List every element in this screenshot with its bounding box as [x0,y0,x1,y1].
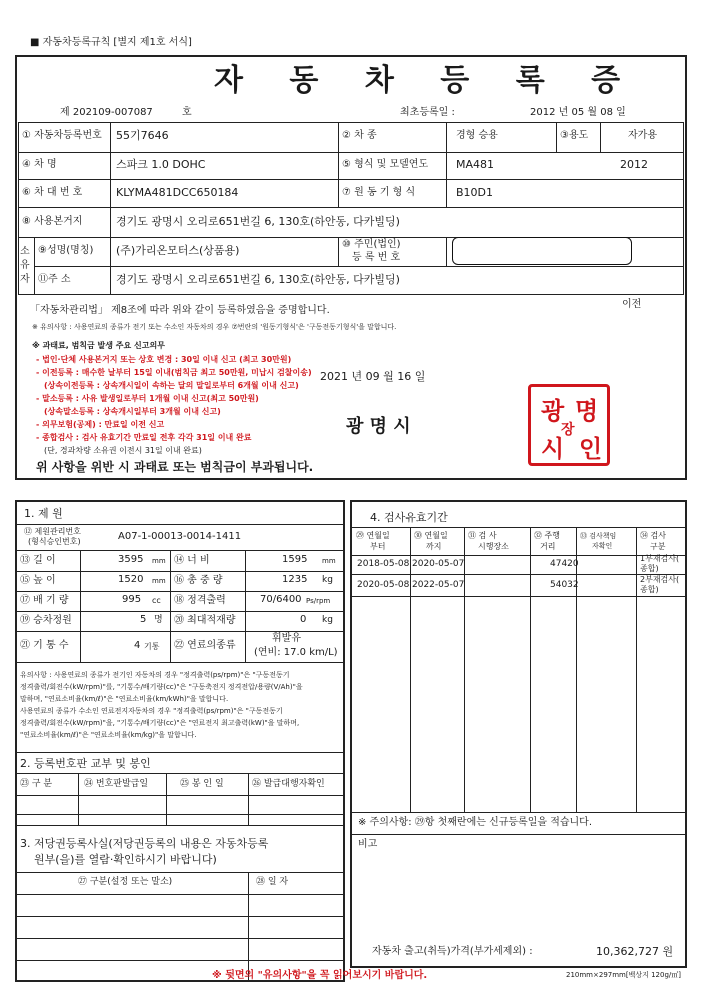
label-resident-no: ⑩ 주민(법인) [342,239,401,250]
vehicle-usage: 자가용 [628,130,657,141]
label-spec-no: ⑫ 제원관리번호 [24,527,81,536]
seating-unit: 명 [154,615,163,625]
seal-char-3: 시 [541,435,565,463]
inspection-col-to: ㉚ 연월일 [414,531,448,540]
seating-value: 5 [140,614,147,625]
spec-section-box [15,500,345,982]
label-max-load: ⑳ 최대적재량 [174,615,236,626]
spec-caution-4: 사용연료의 종류가 수소인 연료전지자동차의 경우 "정격출력(ps/rpm)"은 "구동전동기 [20,707,283,715]
mortgage-section-title-2: 원부(을)를 열람·확인하시기 바랍니다) [34,853,217,866]
issue-date: 2021 년 09 월 16 일 [320,370,426,383]
length-unit: mm [152,557,166,565]
label-displacement: ⑰ 배 기 량 [20,595,69,606]
inspection-row-2-mileage: 54032 [550,580,579,590]
owner-address: 경기도 광명시 오리로651번길 6, 130호(하안동, 다카빌딩) [116,273,400,286]
fine-item-2: - 이전등록 : 매수한 날부터 15일 이내(범칙금 최고 50만원, 미납시 검찰이송) [36,368,312,377]
label-owner: 소유자 [20,246,30,285]
displacement-value: 995 [122,594,142,605]
inspection-row-1-to: 2020-05-07 [412,559,465,569]
label-rated-power: ⑱ 정격출력 [174,595,226,606]
mortgage-section-title-1: 3. 저당권등록사실(저당권등록의 내용은 자동차등록 [20,837,269,850]
fuel-efficiency: (연비: 17.0 km/L) [254,647,338,658]
fine-warning: 위 사항을 위반 시 과태료 또는 범칙금이 부과됩니다. [36,460,314,474]
issuing-authority: 광 명 시 [346,416,411,437]
gross-weight-unit: kg [322,575,333,585]
plate-col-agent-confirm: ㉖ 발급대행자확인 [252,779,325,789]
fine-item-5: (상속말소등록 : 상속개시일부터 3개월 이내 신고) [44,407,221,416]
inspection-col-place: ㉛ 검 사 [468,531,497,540]
inspection-col-from-sub: 부터 [370,542,386,551]
label-engine-type: ⑦ 원 동 기 형 식 [342,187,416,198]
spec-caution-1: 유의사항 : 사용연료의 종류가 전기인 자동차의 경우 "정격출력(ps/rpm)"은 "구동전동기 [20,671,290,679]
seal-char-2: 명 [575,397,599,425]
inspection-row-2-type: 2부재검사( [640,575,680,584]
width-unit: mm [322,557,336,565]
remarks-label: 비고 [358,839,378,850]
inspection-section-title: 4. 검사유효기간 [370,511,448,524]
vehicle-info-table [18,122,684,295]
spec-section-title: 1. 제 원 [24,507,63,520]
rated-power-unit: Ps/rpm [306,597,331,605]
spec-caution-2: 정격출력/회전수(kW/rpm)"를, "기통수/배기량(cc)"은 "구동축전지 정격전압/용량(V/Ah)"을 [20,683,303,691]
acquisition-price-value: 10,362,727 원 [596,945,674,958]
inspection-row-2-to: 2022-05-07 [412,580,465,590]
mortgage-col-type: ㉗ 구분(설정 또는 말소) [78,877,173,887]
label-vin: ⑥ 차 대 번 호 [22,187,83,198]
plate-col-category: ㉓ 구 분 [20,779,53,789]
inspection-row-2-type-sub: 종합) [640,585,659,594]
seal-char-4: 장 [561,422,575,438]
transfer-mark: 이전 [622,299,642,310]
official-seal [528,384,610,466]
inspection-col-type: ㉞ 검사 [640,531,666,540]
label-model-year: ⑤ 형식 및 모델연도 [342,159,429,170]
mortgage-col-date: ㉘ 일 자 [256,877,289,887]
max-load-unit: kg [322,615,333,625]
label-fuel-type: ㉒ 연료의종류 [174,640,236,651]
inspection-col-inspector-sub: 자확인 [592,542,613,550]
certification-statement: 「자동차관리법」 제8조에 따라 위와 같이 등록하였음을 증명합니다. [30,305,330,316]
fine-item-7: - 종합검사 : 검사 유효기간 만료일 전후 각각 31일 이내 완료 [36,433,252,442]
inspection-col-inspector: ㉝ 검사책임 [580,532,617,540]
label-seating: ⑲ 승차정원 [20,615,72,626]
label-owner-name: ⑨성명(명칭) [38,245,94,256]
registration-number: 제 202109-007087 [60,107,153,118]
label-vehicle-type: ② 차 종 [342,130,377,141]
inspection-row-1-mileage: 47420 [550,559,579,569]
cylinders-unit: 기통 [144,642,160,651]
label-type-approval-no: (형식승인번호) [28,537,81,546]
fine-item-8: (단, 경과차량 소유권 이전시 31일 이내 완료) [44,446,202,455]
label-cylinders: ㉑ 기 통 수 [20,640,69,651]
form-type-label: ■ 자동차등록규칙 [별지 제1호 서식] [30,37,192,48]
label-length: ⑬ 길 이 [20,555,56,566]
vehicle-registration-no: 55기7646 [116,129,169,142]
gross-weight-value: 1235 [282,574,308,585]
spec-caution-5: 정격출력/회전수(kW/rpm)"을, "기통수/배기량(cc)"은 "연료전지 최고출력(kW)"을 말하며, [20,719,300,727]
inspection-row-2-from: 2020-05-08 [357,580,410,590]
spec-management-no: A07-1-00013-0014-1411 [118,531,242,542]
fine-item-1: - 법인·단체 사용본거지 또는 상호 변경 : 30일 이내 신고 (최고 30만원) [36,355,292,364]
plate-col-seal-date: ㉕ 봉 인 일 [180,779,224,789]
rated-power-value: 70/6400 [260,594,302,605]
inspection-col-from: ㉙ 연월일 [356,531,390,540]
paper-spec: 210mm×297mm[백상지 120g/㎡] [566,971,681,979]
cylinders-value: 4 [134,640,141,651]
label-registration-no: ① 자동차등록번호 [22,130,102,141]
seal-char-5: 인 [579,435,603,463]
inspection-col-to-sub: 까지 [426,542,442,551]
vehicle-model-year: 2012 [620,158,648,171]
vehicle-model-name: 스파크 1.0 DOHC [116,158,206,171]
fine-item-6: - 의무보험(공제) : 만료일 이전 신고 [36,420,165,429]
label-model-name: ④ 차 명 [22,159,57,170]
first-registration-label: 최초등록일 : [400,107,455,118]
fine-item-3: (상속이전등록 : 상속개시일이 속하는 달의 말일로부터 6개월 이내 신고) [44,381,299,390]
inspection-col-mileage: ㉜ 주행 [534,531,560,540]
spec-caution-6: "연료소비율(km/ℓ)"은 "연료소비율(km/kg)"을 말합니다. [20,731,197,739]
engine-type: B10D1 [456,186,494,199]
vehicle-vin: KLYMA481DCC650184 [116,186,239,199]
label-gross-weight: ⑯ 총 중 량 [174,575,223,586]
width-value: 1595 [282,554,308,565]
vehicle-model-code: MA481 [456,158,495,171]
acquisition-price-label: 자동차 출고(취득)가격(부가세제외) : [372,946,533,957]
length-value: 3595 [118,554,144,565]
label-usage: ③용도 [560,130,589,141]
inspection-row-1-type-sub: 종합) [640,564,659,573]
redacted-id-number [452,237,632,265]
document-title: 자 동 차 등 록 증 [214,63,639,98]
displacement-unit: cc [152,596,161,605]
height-unit: mm [152,577,166,585]
plate-col-issue-date: ㉔ 번호판발급일 [84,779,149,789]
fine-item-4: - 말소등록 : 사유 발생일로부터 1개월 이내 신고(최고 50만원) [36,394,259,403]
height-value: 1520 [118,574,144,585]
label-owner-address: ⑪주 소 [38,274,71,285]
fine-header: ※ 과태료, 범칙금 발생 주요 신고의무 [32,341,165,350]
max-load-value: 0 [300,614,307,625]
inspection-col-place-sub: 시행장소 [478,542,509,551]
caution-note: ※ 유의사항 : 사용연료의 종류가 전기 또는 수소인 자동차의 경우 ⑦번란의 '원동기형식'은 '구동전동기형식'을 말합니다. [32,323,397,331]
registration-number-suffix: 호 [182,107,192,118]
inspection-row-1-from: 2018-05-08 [357,559,410,569]
footer-warning: ※ 뒷면의 "유의사항"을 꼭 읽어보시기 바랍니다. [212,970,428,981]
fuel-type: 휘발유 [272,633,301,644]
seal-char-1: 광 [541,397,565,425]
label-base-location: ⑧ 사용본거지 [22,216,83,227]
vehicle-type: 경형 승용 [456,130,498,141]
inspection-row-1-type: 1부재검사( [640,554,680,563]
inspection-col-type-sub: 구분 [650,542,666,551]
label-corporate-no: 등 록 번 호 [352,252,401,263]
first-registration-date: 2012 년 05 월 08 일 [530,107,626,118]
plate-section-title: 2. 등록번호판 교부 및 봉인 [20,757,151,770]
label-height: ⑮ 높 이 [20,575,56,586]
inspection-note: ※ 주의사항: ㉙항 첫째란에는 신규등록일을 적습니다. [358,817,593,828]
label-width: ⑭ 너 비 [174,555,210,566]
spec-caution-3: 말하며, "연료소비율(km/ℓ)"은 "연료소비율(km/kWh)"을 말합니다. [20,695,229,703]
owner-name: (주)가리온모터스(상품용) [116,244,240,257]
base-location-address: 경기도 광명시 오리로651번길 6, 130호(하안동, 다카빌딩) [116,215,400,228]
inspection-col-mileage-sub: 거리 [540,542,556,551]
